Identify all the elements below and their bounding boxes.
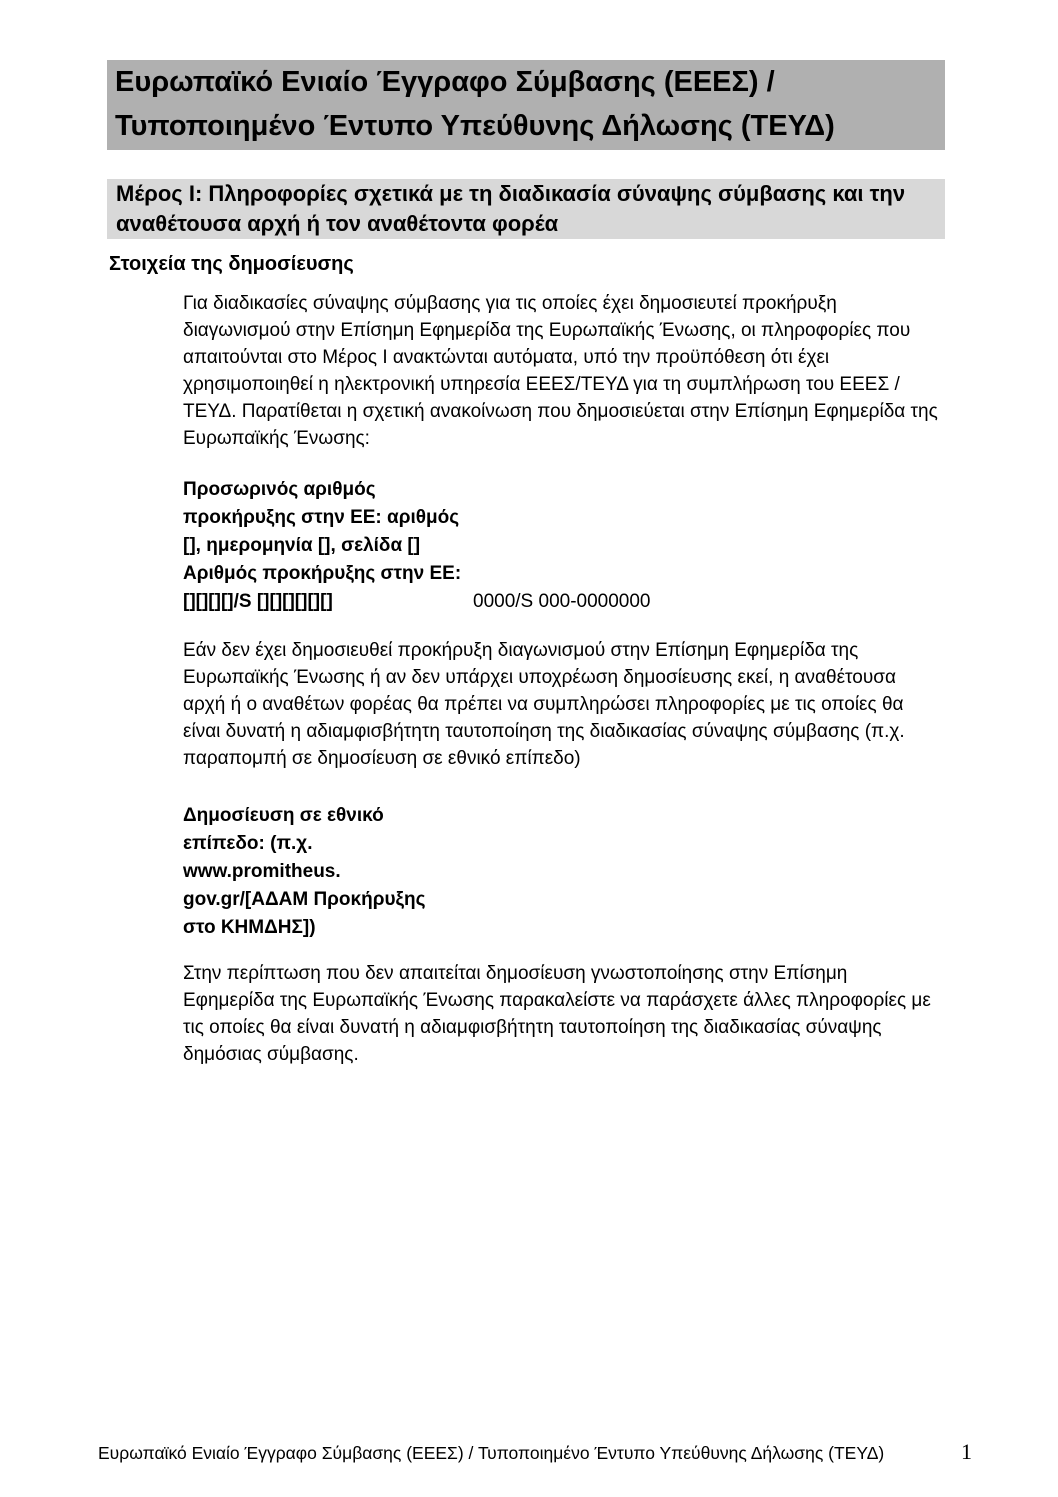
footer-document-title: Ευρωπαϊκό Ενιαίο Έγγραφο Σύμβασης (ΕΕΕΣ) / Τυποποιημένο Έντυπο Υπεύθυνης Δήλωσης (ΤΕΥΔ) [98,1443,885,1463]
national-publication-label-line: στο ΚΗΜΔΗΣ]) [183,917,316,938]
national-publication-label-line: επίπεδο: (π.χ. www.promitheus. [183,833,341,882]
eu-notice-label-line: προκήρυξης στην ΕΕ: αριθμός [183,507,460,528]
national-publication-label [183,802,473,942]
national-publication-label-line: Δημοσίευση σε εθνικό [183,805,384,826]
part1-body [183,290,938,1068]
eu-notice-label-line: Προσωρινός αριθμός [183,479,376,500]
national-publication-field [183,802,938,942]
eu-notice-field [183,476,938,616]
eu-notice-number-placeholder: [][][][]/S [][][][][][] [183,591,333,612]
no-eu-publication-paragraph: Εάν δεν έχει δημοσιευθεί προκήρυξη διαγωνισμού στην Επίσημη Εφημερίδα της Ευρωπαϊκής Ένωσης ή αν δεν υπάρχει υποχρέωση δημοσίευσης εκεί, η αναθέτουσα αρχή ή ο αναθέτων φορέας θα πρέπει να συμπληρώσει πληροφορίες με τις οποίες θα είναι δυνατή η αδιαμφισβήτητη ταυτοποίηση της διαδικασίας σύναψης σύμβασης (π.χ. παραπομπή σε δημοσίευση σε εθνικό επίπεδο) [183,640,905,769]
publication-details-heading: Στοιχεία της δημοσίευσης [109,253,354,275]
eu-notice-number-value: 0000/S 000-0000000 [473,591,651,612]
part1-header-bar: Μέρος Ι: Πληροφορίες σχετικά με τη διαδικασία σύναψης σύμβασης και την αναθέτουσα αρχή ή τον αναθέτοντα φορέα [107,179,945,239]
national-publication-label-line: gov.gr/[ΑΔΑΜ Προκήρυξης [183,889,426,910]
page-footer [98,1441,972,1464]
eu-notice-label-line: Αριθμός προκήρυξης στην ΕΕ: [183,563,462,584]
other-info-paragraph: Στην περίπτωση που δεν απαιτείται δημοσίευση γνωστοποίησης στην Επίσημη Εφημερίδα της Ευρωπαϊκής Ένωσης παρακαλείστε να παράσχετε άλλες πληροφορίες με τις οποίες θα είναι δυνατή η αδιαμφισβήτητη ταυτοποίηση της διαδικασίας σύναψης δημόσιας σύμβασης. [183,963,931,1065]
page-number: 1 [961,1439,972,1464]
document-title-bar: Ευρωπαϊκό Ενιαίο Έγγραφο Σύμβασης (ΕΕΕΣ) / Τυποποιημένο Έντυπο Υπεύθυνης Δήλωσης (ΤΕΥΔ) [107,60,945,150]
eu-notice-label [183,476,473,616]
eu-notice-label-line: [], ημερομηνία [], σελίδα [] [183,535,421,556]
auto-retrieval-paragraph: Για διαδικασίες σύναψης σύμβασης για τις οποίες έχει δημοσιευτεί προκήρυξη διαγωνισμού στην Επίσημη Εφημερίδα της Ευρωπαϊκής Ένωσης, οι πληροφορίες που απαιτούνται στο Μέρος Ι ανακτώνται αυτόματα, υπό την προϋπόθεση ότι έχει χρησιμοποιηθεί η ηλεκτρονική υπηρεσία ΕΕΕΣ/ΤΕΥΔ για τη συμπλήρωση του ΕΕΕΣ /ΤΕΥΔ. Παρατίθεται η σχετική ανακοίνωση που δημοσιεύεται στην Επίσημη Εφημερίδα της Ευρωπαϊκής Ένωσης: [183,293,938,449]
